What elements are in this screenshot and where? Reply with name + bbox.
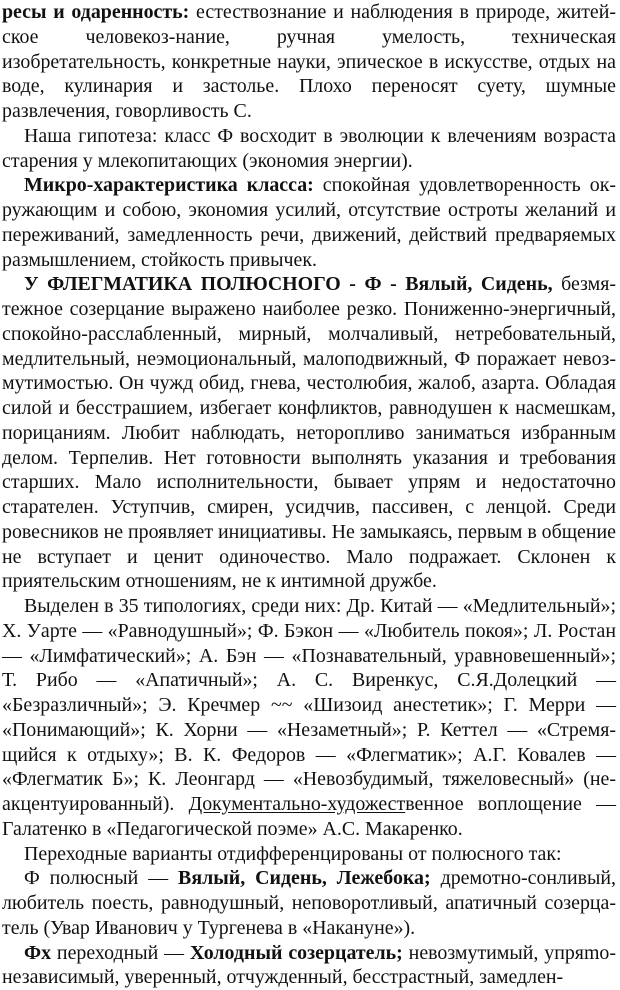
paragraph-text: невозмутимый, упряmo-независимый, уверенный, отчужденный, бесстрастный, замедлен- [2,942,616,989]
bold-heading: У ФЛЕГМАТИКА ПОЛЮСНОГО - Ф - Вялый, Сидень, [24,273,553,295]
underlined-text: Документально-художест [189,793,406,815]
paragraph-hypothesis [2,124,616,174]
paragraph-text: дремотно-сонливый, любитель поесть, равнодушный, неповоротливый, апатичный созерцатель (Увар Иванович у Тургенева в «Накануне»). [2,867,616,939]
paragraph-text: Ф полюсный — [24,867,178,889]
paragraph-text: естествознание и наблюдения в природе, житейское человекоз-нание, ручная умелость, техническая изобретательность, конкретные науки, эпическое в искусстве, отдых на воде, кулинария и застолье. Плохо переносят суету, шумные развлечения, говорливость С. [2,1,616,122]
paragraph-abilities [2,0,616,124]
paragraph-fx-transitional [2,941,616,990]
paragraph-text: Выделен в 35 типологиях, среди них: Др. Китай — «Медлительный»; X. Уарте — «Равнодушный»; Ф. Бэкон — «Любитель покоя»; Л. Ростан — «Лимфатический»; А. Бэн — «Познавательный, уравновешенный»; Т. Рибо — «Апатичный»; А. С. Виренкус, С.Я.Долецкий — «Безразличный»; Э. Кречмер ~~ «Шизоид анестетик»; Г. Мерри — «Понимающий»; К. Хорни — «Незаметный»; Р. Кеттел — «Стремящийся к отдыху»; В. К. Федоров — «Флегматик»; А.Г. Ковалев — «Флегматик Б»; К. Леонгард — «Невозбудимый, тяжеловесный» (неакцентуированный). [2,595,616,815]
paragraph-text: безмятежное созерцание выражено наиболее резко. Пониженно-энергичный, спокойно-расслабленный, мирный, молчаливый, нетребовательный, медлительный, неэмоциональный, малоподвижный, Ф поражает невозмутимостью. Он чужд обид, гнева, честолюбия, жалоб, азарта. Обладая силой и бесстрашием, избегает конфликтов, равнодушен к насмешкам, порицаниям. Любит наблюдать, неторопливо заниматься избранным делом. Терпелив. Нет готовности выполнять указания и требования старших. Мало исполнительности, бывает упрям и недостаточно старателен. Уступчив, смирен, усидчив, пассивен, с ленцой. Среди ровесников не проявляет инициативы. Не замыкаясь, первым в общение не вступает и ценит одиночество. Мало подражает. Склонен к приятельским отношениям, не к интимной дружбе. [2,273,616,592]
paragraph-micro-characteristic [2,173,616,272]
paragraph-text: Переходные варианты отдифференцированы от полюсного так: [24,843,562,865]
paragraph-text: спокойная удовлетворенность окружающим и собою, экономия усилий, отсутствие остроты желаний и переживаний, замедленность речи, движений, действий предваряемых размышлением, стойкость привычек. [2,174,616,270]
bold-term: Холодный созерцатель; [190,942,403,964]
paragraph-text: Наша гипотеза: класс Ф восходит в эволюции к влечениям возраста старения у млекопитающих (экономия энергии). [2,125,616,172]
bold-lead: ресы и одаренность: [2,1,189,23]
bold-term: Вялый, Сидень, Лежебока; [178,867,431,889]
paragraph-typologies [2,594,616,842]
paragraph-text: переходный — [51,942,190,964]
paragraph-polar-phlegmatic [2,272,616,594]
bold-lead: Микро-характеристика класса: [24,174,314,196]
paragraph-f-polar [2,866,616,940]
paragraph-text: венное воплощение — Галатенко в «Педагогической поэме» А.С. Макаренко. [2,793,616,840]
paragraph-transitional-intro [2,842,616,867]
bold-term: Фх [24,942,51,964]
